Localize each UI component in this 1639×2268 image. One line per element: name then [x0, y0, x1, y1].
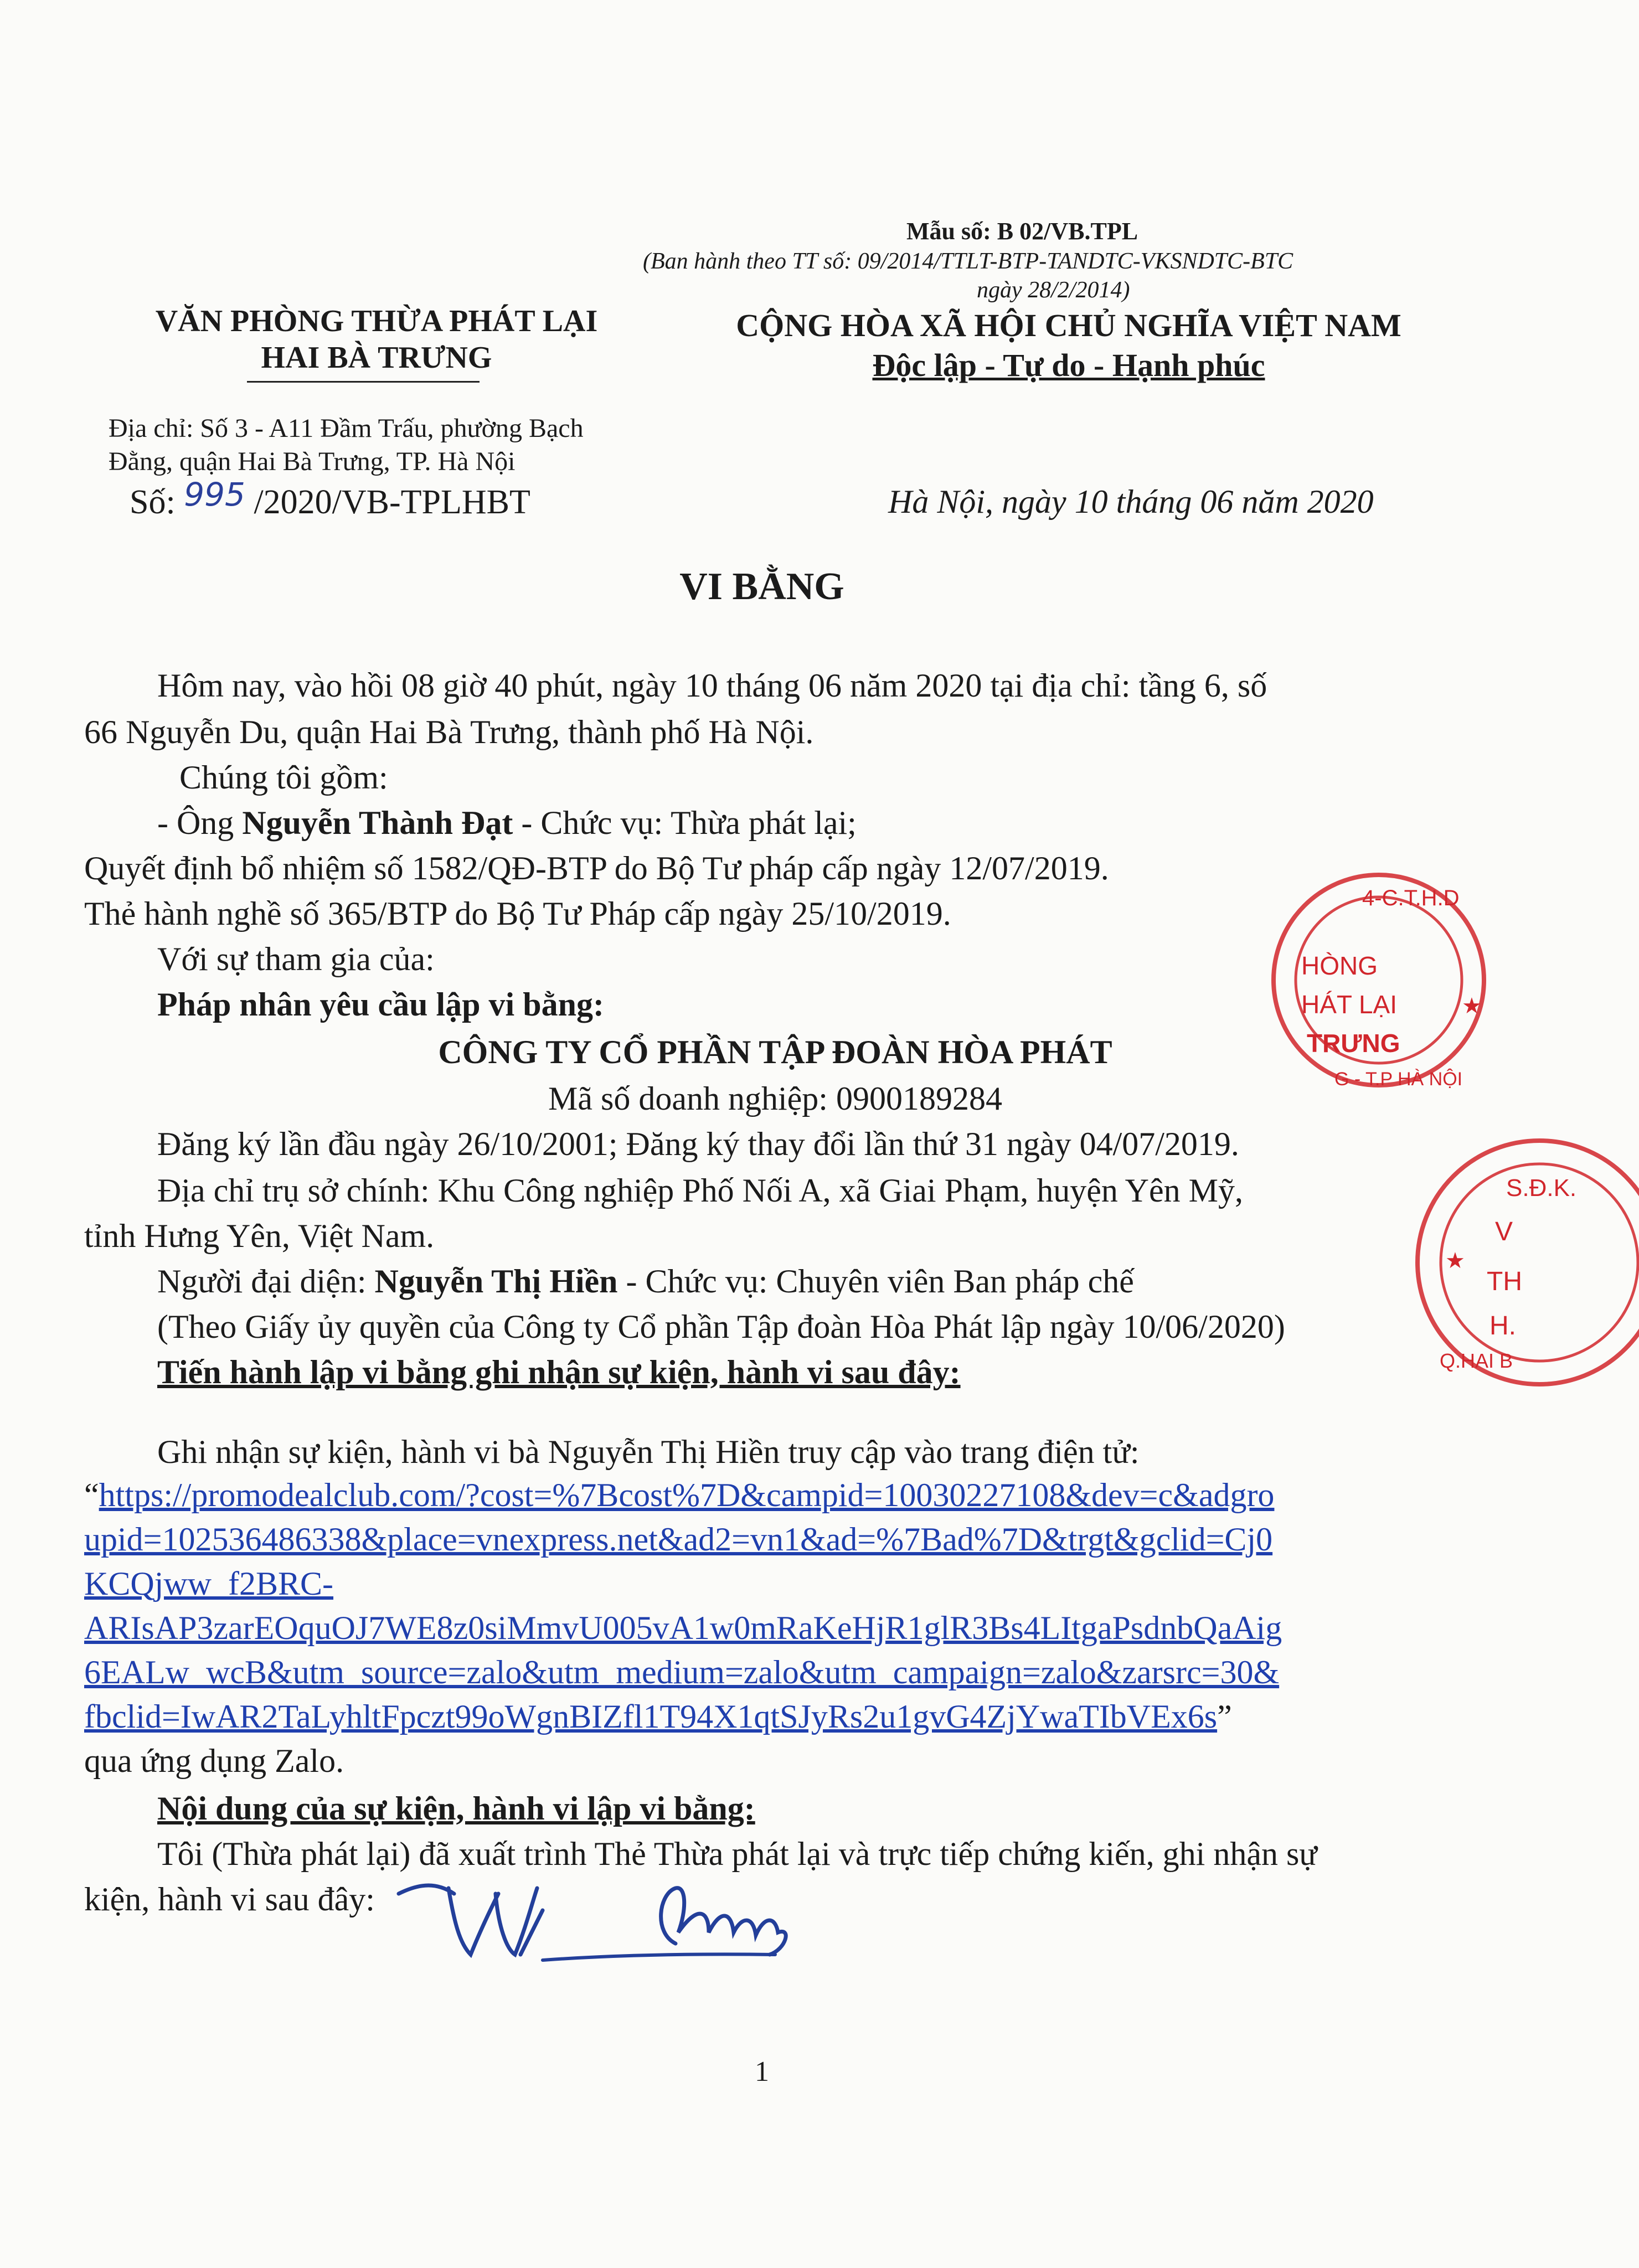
republic-title: CỘNG HÒA XÃ HỘI CHỦ NGHĨA VIỆT NAM — [736, 307, 1401, 343]
stamp-star-icon: ★ — [1462, 993, 1482, 1019]
form-number: Mẫu số: B 02/VB.TPL — [906, 218, 1138, 245]
stamp2-text-2: TH — [1487, 1267, 1522, 1296]
office-name-line1: VĂN PHÒNG THỪA PHÁT LẠI — [155, 304, 598, 338]
url-link-line[interactable]: ARIsAP3zarEOquOJ7WE8z0siMmvU005vA1w0mRaKeHjR1glR3Bs4LItgaPsdnbQaAig — [84, 1610, 1282, 1646]
stamp-ring-top: 4-C.T.H.D — [1362, 886, 1460, 910]
url-open-quote: “ — [84, 1477, 99, 1513]
url-link-line[interactable]: 6EALw_wcB&utm_source=zalo&utm_medium=zalo&utm_campaign=zalo&zarsrc=30& — [84, 1654, 1280, 1690]
url-block — [84, 1473, 1446, 1783]
form-issued-by: (Ban hành theo TT số: 09/2014/TTLT-BTP-TANDTC-VKSNDTC-BTC — [643, 249, 1293, 274]
office-name-underline — [247, 381, 480, 383]
intro-line2: 66 Nguyễn Du, quận Hai Bà Trưng, thành phố Hà Nội. — [84, 714, 814, 750]
company-name: CÔNG TY CỔ PHẦN TẬP ĐOÀN HÒA PHÁT — [438, 1034, 1112, 1070]
appointment-line: Quyết định bổ nhiệm số 1582/QĐ-BTP do Bộ Tư pháp cấp ngày 12/07/2019. — [84, 850, 1109, 886]
hq-line1: Địa chỉ trụ sở chính: Khu Công nghiệp Phố Nối A, xã Giai Phạm, huyện Yên Mỹ, — [157, 1172, 1243, 1209]
form-issued-date: ngày 28/2/2014) — [977, 277, 1130, 303]
stamp-ring-bottom: G - T.P HÀ NỘI — [1334, 1069, 1463, 1090]
office-address-line1: Địa chỉ: Số 3 - A11 Đầm Trấu, phường Bạch — [109, 414, 584, 443]
handwritten-initials — [388, 1872, 831, 1971]
url-close-quote: ” — [1217, 1698, 1232, 1735]
national-motto: Độc lập - Tự do - Hạnh phúc — [872, 347, 1265, 383]
rep-prefix: Người đại diện: — [157, 1263, 375, 1300]
content-line1: Tôi (Thừa phát lại) đã xuất trình Thẻ Thừa phát lại và trực tiếp chứng kiến, ghi nhận sự — [157, 1836, 1317, 1872]
via-app: qua ứng dụng Zalo. — [84, 1743, 344, 1779]
stamp2-text-1: V — [1495, 1217, 1513, 1246]
section2-heading: Nội dung của sự kiện, hành vi lập vi bằng: — [157, 1790, 755, 1827]
participation-line: Với sự tham gia của: — [157, 941, 435, 977]
official-stamp — [1285, 864, 1506, 1096]
url-link-line[interactable]: upid=102536486338&place=vnexpress.net&ad2=vn1&ad=%7Bad%7D&trgt&gclid=Cj0 — [84, 1521, 1273, 1558]
place-date: Hà Nội, ngày 10 tháng 06 năm 2020 — [888, 483, 1374, 520]
url-link-line[interactable]: fbclid=IwAR2TaLyhltFpczt99oWgnBIZfl1T94X1qtSJyRs2u1gvG4ZjYwaTIbVEx6s — [84, 1698, 1218, 1735]
requester-label: Pháp nhân yêu cầu lập vi bằng: — [157, 986, 604, 1023]
stamp-text-1: HÒNG — [1301, 951, 1378, 980]
doc-no-suffix: /2020/VB-TPLHBT — [254, 483, 530, 521]
section1-heading: Tiến hành lập vi bằng ghi nhận sự kiện, hành vi sau đây: — [157, 1354, 961, 1390]
tax-code: Mã số doanh nghiệp: 0900189284 — [548, 1080, 1002, 1117]
officer-role: - Chức vụ: Thừa phát lại; — [513, 805, 857, 841]
officer-prefix: - Ông — [157, 805, 243, 841]
we-include: Chúng tôi gồm: — [179, 759, 388, 796]
url-link-line[interactable]: https://promodealclub.com/?cost=%7Bcost%7D&campid=10030227108&dev=c&adgro — [99, 1477, 1275, 1513]
hq-line2: tỉnh Hưng Yên, Việt Nam. — [84, 1218, 435, 1254]
doc-no-handwritten: 995 — [184, 476, 245, 513]
doc-no-prefix: Số: — [130, 483, 176, 521]
intro-line1: Hôm nay, vào hồi 08 giờ 40 phút, ngày 10 tháng 06 năm 2020 tại địa chỉ: tầng 6, số — [157, 667, 1267, 704]
stamp-text-3: TRƯNG — [1307, 1029, 1400, 1058]
license-line: Thẻ hành nghề số 365/BTP do Bộ Tư Pháp cấp ngày 25/10/2019. — [84, 895, 951, 932]
stamp2-ring-bottom: Q.HAI B — [1440, 1349, 1513, 1372]
officer-name: Nguyễn Thành Đạt — [242, 805, 513, 841]
rep-role: - Chức vụ: Chuyên viên Ban pháp chế — [617, 1263, 1134, 1300]
office-address-line2: Đằng, quận Hai Bà Trưng, TP. Hà Nội — [109, 447, 516, 476]
stamp2-text-3: H. — [1489, 1311, 1516, 1341]
stamp2-star-icon: ★ — [1445, 1248, 1465, 1274]
url-link-line[interactable]: KCQjww_f2BRC- — [84, 1565, 334, 1602]
second-stamp — [1406, 1130, 1577, 1395]
office-name-line2: HAI BÀ TRƯNG — [261, 341, 492, 375]
authorization-line: (Theo Giấy ủy quyền của Công ty Cổ phần Tập đoàn Hòa Phát lập ngày 10/06/2020) — [157, 1308, 1285, 1345]
content-line2: kiện, hành vi sau đây: — [84, 1881, 375, 1918]
rep-name: Nguyễn Thị Hiền — [374, 1263, 618, 1300]
document-number — [130, 476, 530, 522]
representative-line — [157, 1259, 1134, 1303]
stamp2-ring: S.Đ.K. — [1506, 1174, 1577, 1202]
registration-line: Đăng ký lần đầu ngày 26/10/2001; Đăng ký thay đổi lần thứ 31 ngày 04/07/2019. — [157, 1126, 1239, 1162]
page-number: 1 — [755, 2056, 769, 2087]
stamp-text-2: HÁT LẠI — [1301, 990, 1397, 1019]
document-title: VI BẰNG — [679, 565, 844, 608]
officer-line — [157, 801, 857, 845]
record-line: Ghi nhận sự kiện, hành vi bà Nguyễn Thị Hiền truy cập vào trang điện tử: — [157, 1434, 1140, 1470]
